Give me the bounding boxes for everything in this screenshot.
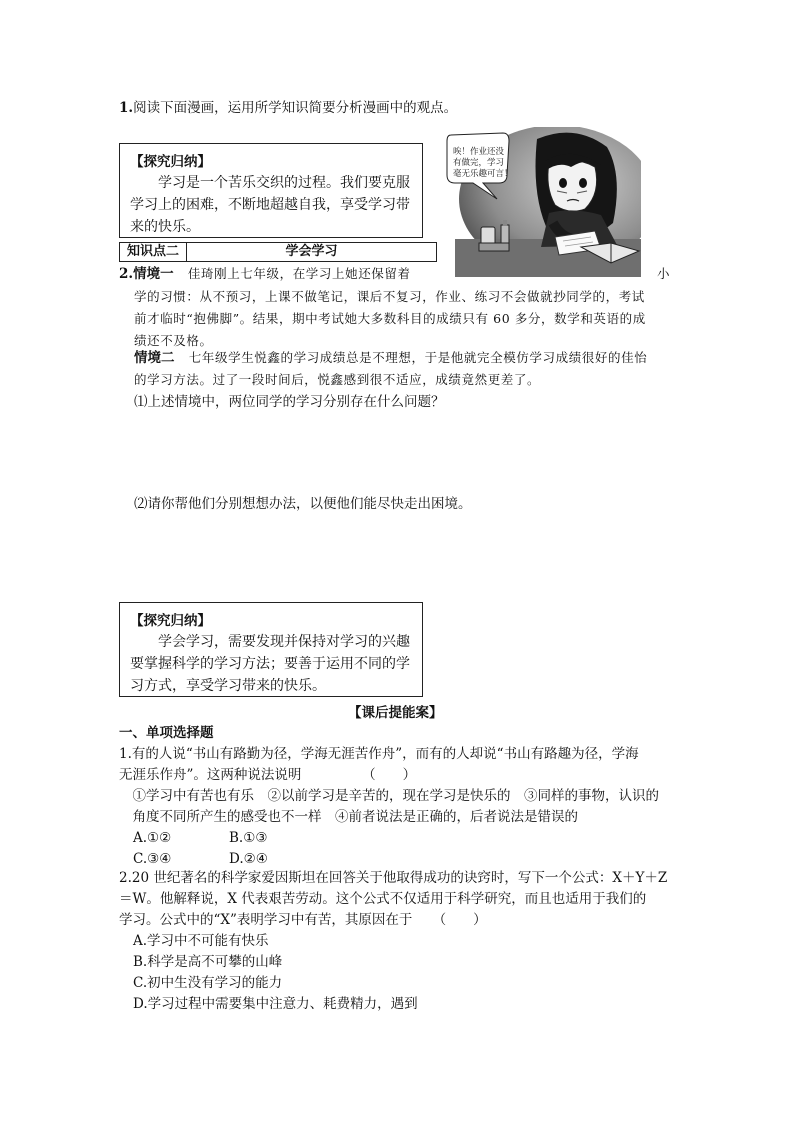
box-line: 习方式，享受学习带来的快乐。 bbox=[130, 678, 326, 694]
cartoon-illustration bbox=[445, 127, 641, 277]
question-line: 2.20 世纪著名的科学家爱因斯坦在回答关于他取得成功的诀窍时，写下一个公式：X＋Y＋Z bbox=[119, 870, 668, 886]
bubble-line: 毫无乐趣可言！ bbox=[453, 169, 513, 179]
after-class-heading: 【课后提能案】 bbox=[348, 705, 443, 721]
sub-question-2: ⑵请你帮他们分别想想办法，以便他们能尽快走出困境。 bbox=[134, 496, 472, 512]
situation-1-label: 情境一 bbox=[133, 266, 174, 282]
option-c[interactable]: C.③④ bbox=[133, 851, 172, 867]
box-body bbox=[130, 631, 414, 697]
situation-1-line: 前才临时“抱佛脚”。结果，期中考试她大多数科目的成绩只有 60 多分，数学和英语的成 bbox=[134, 311, 646, 326]
option-b[interactable]: B.①③ bbox=[229, 830, 268, 846]
box-line: 学会学习，需要发现并保持对学习的兴趣 bbox=[130, 634, 410, 650]
mc-question-1 bbox=[119, 744, 659, 870]
option-d[interactable]: D.学习过程中需要集中注意力、耗费精力，遇到 bbox=[133, 996, 418, 1012]
question-1 bbox=[119, 98, 457, 118]
speech-bubble-text bbox=[453, 147, 513, 180]
situation-1-line: 绩还不及格。 bbox=[134, 333, 213, 348]
section-heading: 一、单项选择题 bbox=[119, 725, 214, 741]
question-line: ＝W。他解释说，X 代表艰苦劳动。这个公式不仅适用于科学研究，而且也适用于我们的 bbox=[119, 891, 647, 907]
box-line: 学习上的困难，不断地超越自我，享受学习带 bbox=[130, 197, 410, 213]
option-b[interactable]: B.科学是高不可攀的山峰 bbox=[133, 954, 283, 970]
statement-line: ①学习中有苦也有乐 ②以前学习是辛苦的，现在学习是快乐的 ③同样的事物，认识的 bbox=[119, 788, 659, 804]
knowledge-point-table bbox=[119, 242, 437, 262]
option-d[interactable]: D.②④ bbox=[229, 851, 268, 867]
situation-2-line: 的学习方法。过了一段时间后，悦鑫感到很不适应，成绩竟然更差了。 bbox=[134, 372, 541, 387]
option-row bbox=[119, 849, 659, 870]
option-a[interactable]: A.学习中不可能有快乐 bbox=[133, 933, 269, 949]
box-line: 来的快乐。 bbox=[130, 219, 200, 235]
knowledge-point-title: 学会学习 bbox=[285, 244, 338, 259]
situation-text: 佳琦刚上七年级，在学习上她还保留着 bbox=[187, 266, 411, 281]
question-line: 1.有的人说“书山有路勤为径，学海无涯苦作舟”，而有的人却说“书山有路趣为径，学海 bbox=[119, 746, 639, 762]
inquiry-summary-box-1 bbox=[119, 143, 423, 238]
bubble-line: 唉！作业还没 bbox=[453, 147, 505, 157]
statement-line: 角度不同所产生的感受也不一样 ④前者说法是正确的，后者说法是错误的 bbox=[119, 809, 578, 825]
situation-2-label: 情境二 bbox=[134, 350, 175, 366]
question-number: 2. bbox=[119, 266, 134, 282]
box-title: 【探究归纳】 bbox=[130, 613, 211, 629]
bubble-line: 有做完，学习 bbox=[453, 158, 505, 168]
question-line: 无涯乐作舟”。这两种说法说明 （ ） bbox=[119, 767, 417, 783]
mc-question-2 bbox=[119, 868, 667, 1015]
situation-text-end: 小 bbox=[657, 266, 671, 281]
question-line: 学习。公式中的“X”表明学习中有苦，其原因在于 （ ） bbox=[119, 912, 487, 928]
box-line: 学习是一个苦乐交织的过程。我们要克服 bbox=[130, 175, 410, 191]
inquiry-summary-box-2 bbox=[119, 602, 423, 697]
question-2-situation-1 bbox=[119, 264, 411, 284]
knowledge-point-label: 知识点二 bbox=[120, 243, 187, 261]
box-title: 【探究归纳】 bbox=[130, 154, 211, 170]
question-2-situation-2 bbox=[134, 348, 647, 368]
situation-text: 七年级学生悦鑫的学习成绩总是不理想，于是他就完全模仿学习成绩很好的佳怡 bbox=[188, 350, 648, 365]
box-line: 要掌握科学的学习方法；要善于运用不同的学 bbox=[130, 656, 410, 672]
sub-question-1: ⑴上述情境中，两位同学的学习分别存在什么问题？ bbox=[134, 394, 445, 410]
box-body bbox=[130, 172, 414, 238]
option-row bbox=[119, 828, 659, 849]
situation-1-line: 学的习惯：从不预习，上课不做笔记，课后不复习，作业、练习不会做就抄同学的，考试 bbox=[134, 289, 645, 304]
question-number: 1. bbox=[119, 100, 134, 116]
option-a[interactable]: A.①② bbox=[133, 830, 172, 846]
question-text: 阅读下面漫画，运用所学知识简要分析漫画中的观点。 bbox=[133, 100, 458, 116]
option-c[interactable]: C.初中生没有学习的能力 bbox=[133, 975, 283, 991]
